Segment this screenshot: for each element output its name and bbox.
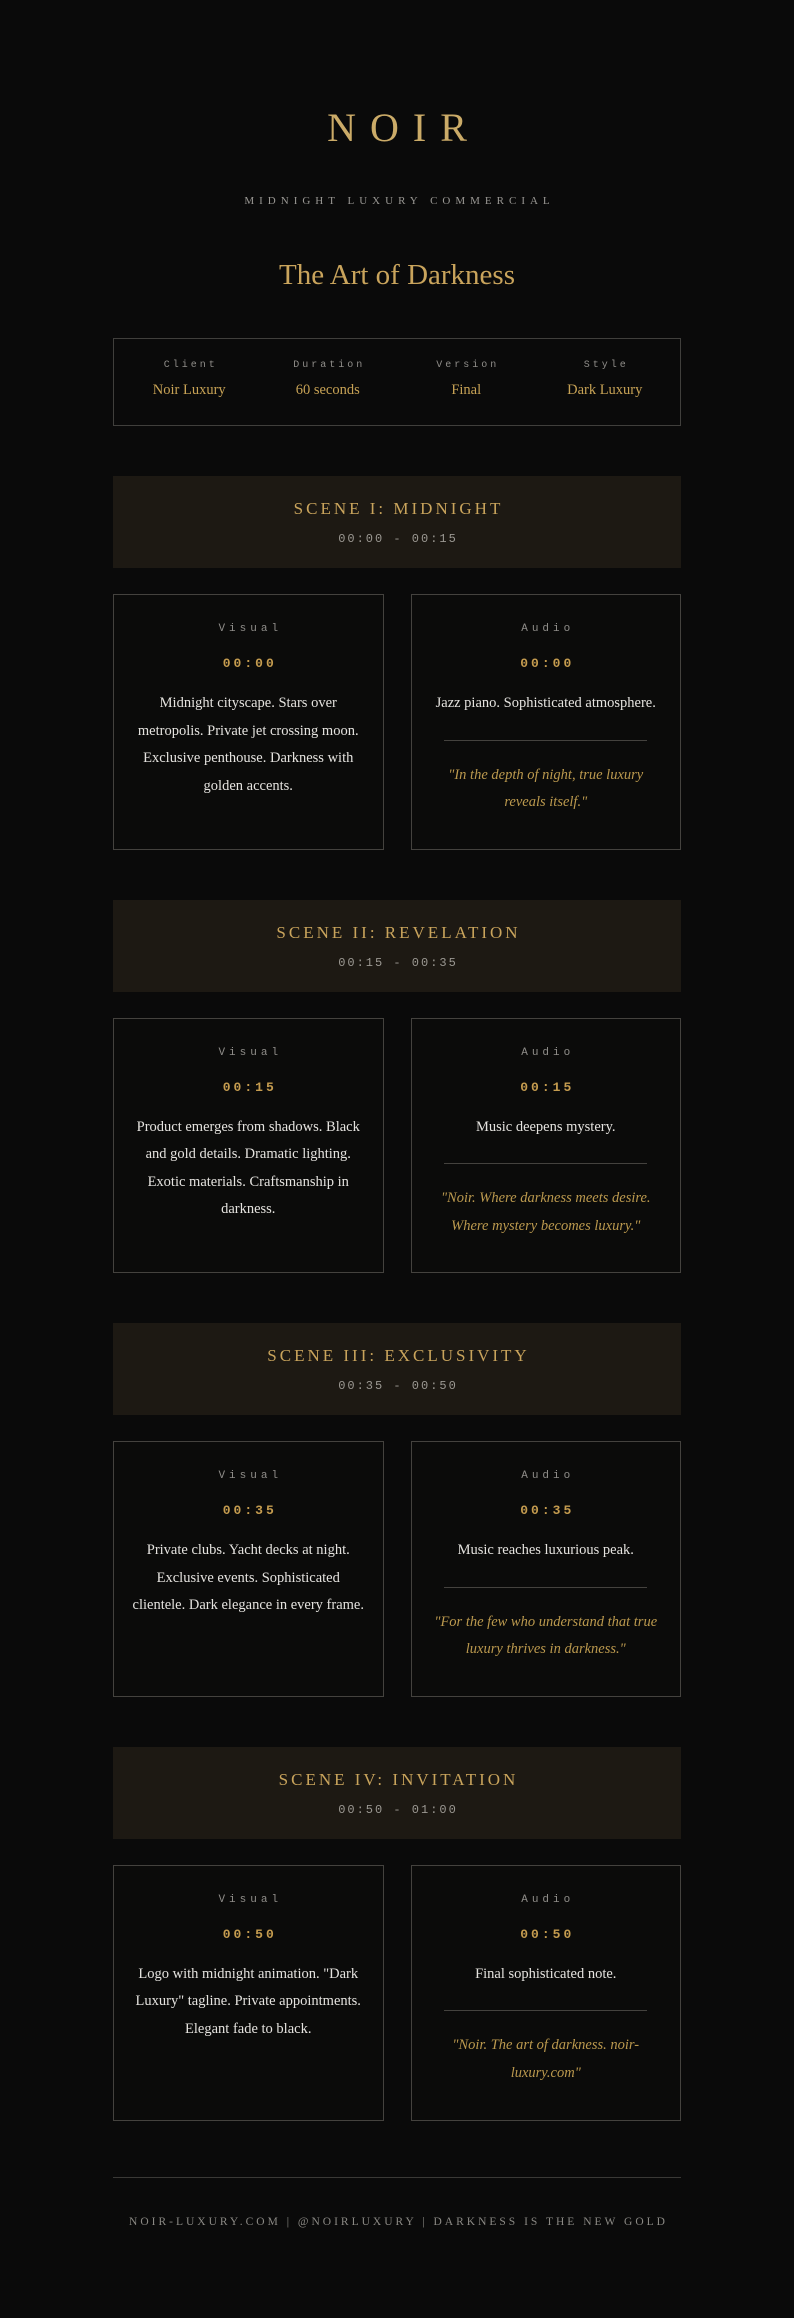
timecode: 00:50 — [222, 1926, 277, 1942]
meta-label: Version — [436, 360, 500, 371]
scene-title: SCENE III: EXCLUSIVITY — [267, 1346, 530, 1366]
footer-tagline: NOIR-LUXURY.COM | @NOIRLUXURY | DARKNESS IS THE NEW GOLD — [129, 2215, 668, 2228]
scene-title: SCENE IV: INVITATION — [278, 1769, 519, 1789]
scene-cards — [113, 594, 681, 850]
visual-card — [113, 1018, 384, 1274]
visual-card — [113, 1441, 384, 1697]
scene-section-1 — [113, 476, 681, 850]
timecode: 00:35 — [520, 1503, 575, 1519]
card-label: Visual — [218, 623, 283, 635]
card-label: Visual — [218, 1470, 283, 1483]
card-label: Visual — [218, 1046, 283, 1059]
footer-divider — [113, 2177, 681, 2178]
page-footer — [113, 2177, 681, 2228]
audio-card — [411, 1865, 682, 2121]
voiceover-quote: "In the depth of night, true luxury reveals itself." — [448, 766, 644, 811]
audio-description: Jazz piano. Sophisticated atmosphere. — [435, 695, 656, 711]
scene-section-3 — [113, 1323, 681, 1697]
card-label: Audio — [521, 623, 575, 635]
scene-header — [113, 1323, 681, 1415]
scene-time-range: 00:50 - 01:00 — [338, 1802, 458, 1817]
timecode: 00:15 — [222, 1079, 277, 1095]
meta-style — [536, 360, 675, 399]
visual-description: Logo with midnight animation. "Dark Luxury" tagline. Private appointments. Elegant fade to black. — [135, 1965, 361, 2038]
visual-description: Midnight cityscape. Stars over metropolis. Private jet crossing moon. Exclusive penthouse. Darkness with golden accents. — [137, 695, 359, 794]
timecode: 00:50 — [520, 1926, 575, 1942]
visual-card — [113, 1865, 384, 2121]
meta-version — [397, 360, 536, 399]
content-column — [113, 104, 681, 2228]
scene-header — [113, 900, 681, 992]
audio-card — [411, 1441, 682, 1697]
visual-description: Product emerges from shadows. Black and gold details. Dramatic lighting. Exotic materials. Craftsmanship in darkness. — [136, 1118, 360, 1218]
visual-description: Private clubs. Yacht decks at night. Exclusive events. Sophisticated clientele. Dark elegance in every frame. — [132, 1542, 364, 1614]
timecode: 00:35 — [222, 1503, 277, 1519]
meta-label: Duration — [293, 360, 366, 371]
meta-label: Client — [163, 360, 218, 371]
project-meta-box — [113, 338, 681, 426]
meta-value: Noir Luxury — [152, 382, 226, 398]
timecode: 00:00 — [520, 656, 575, 671]
scene-time-range: 00:00 - 00:15 — [338, 532, 458, 546]
scene-time-range: 00:15 - 00:35 — [338, 955, 458, 970]
scene-header — [113, 476, 681, 568]
card-label: Audio — [521, 1046, 575, 1059]
scene-header — [113, 1747, 681, 1839]
brand-subtitle: MIDNIGHT LUXURY COMMERCIAL — [244, 195, 555, 207]
quote-divider — [444, 740, 647, 741]
quote-divider — [444, 2010, 647, 2011]
quote-divider — [444, 1163, 647, 1164]
audio-card — [411, 594, 682, 850]
meta-value: Final — [451, 382, 482, 398]
card-label: Visual — [218, 1893, 283, 1906]
scene-time-range: 00:35 - 00:50 — [338, 1379, 458, 1394]
audio-description: Final sophisticated note. — [475, 1965, 617, 1982]
meta-label: Style — [583, 360, 629, 371]
scene-title: SCENE II: REVELATION — [276, 922, 521, 942]
visual-card — [113, 594, 384, 850]
meta-value: Dark Luxury — [567, 382, 643, 398]
brand-title: NOIR — [327, 105, 481, 150]
card-label: Audio — [521, 1470, 575, 1483]
scene-section-2 — [113, 900, 681, 1274]
scene-cards — [113, 1441, 681, 1697]
page-title: The Art of Darkness — [279, 259, 515, 291]
voiceover-quote: "Noir. The art of darkness. noir-luxury.com" — [452, 2037, 640, 2082]
scene-cards — [113, 1865, 681, 2121]
audio-card — [411, 1018, 682, 1274]
meta-value: 60 seconds — [295, 382, 360, 398]
audio-description: Music reaches luxurious peak. — [457, 1542, 634, 1559]
page-header — [113, 104, 681, 292]
scene-title: SCENE I: MIDNIGHT — [293, 499, 504, 518]
scene-section-4 — [113, 1747, 681, 2121]
meta-duration — [259, 360, 398, 399]
voiceover-quote: "For the few who understand that true luxury thrives in darkness." — [434, 1613, 658, 1658]
card-label: Audio — [521, 1893, 575, 1906]
timecode: 00:00 — [222, 656, 277, 671]
voiceover-quote: "Noir. Where darkness meets desire. Where mystery becomes luxury." — [440, 1190, 651, 1234]
timecode: 00:15 — [520, 1079, 575, 1095]
meta-client — [120, 360, 259, 399]
quote-divider — [444, 1587, 647, 1588]
scene-cards — [113, 1018, 681, 1274]
audio-description: Music deepens mystery. — [475, 1118, 616, 1135]
